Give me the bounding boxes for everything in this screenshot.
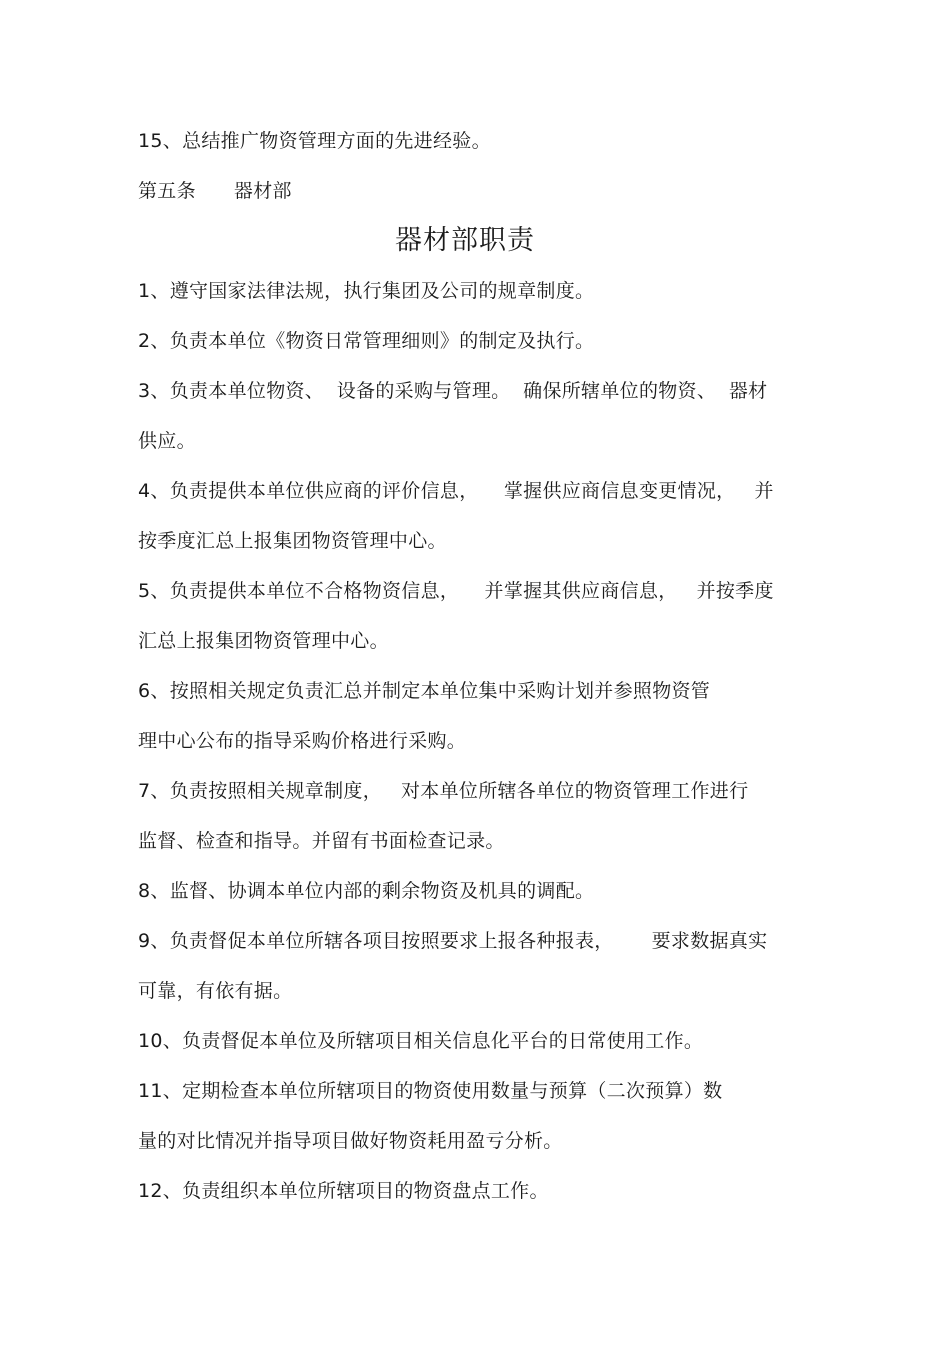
list-item: 8、监督、协调本单位内部的剩余物资及机具的调配。 <box>138 880 595 902</box>
list-item-continuation: 可靠，有依有据。 <box>138 980 293 1002</box>
list-item: 11、定期检查本单位所辖项目的物资使用数量与预算（二次预算）数 <box>138 1080 723 1102</box>
intro-item: 15、总结推广物资管理方面的先进经验。 <box>138 130 491 152</box>
list-item: 6、按照相关规定负责汇总并制定本单位集中采购计划并参照物资管 <box>138 680 711 702</box>
section-title: 器材部职责 <box>395 225 535 256</box>
list-item: 5、负责提供本单位不合格物资信息， 并掌握其供应商信息， 并按季度 <box>138 580 774 602</box>
list-item-continuation: 监督、检查和指导。并留有书面检查记录。 <box>138 830 505 852</box>
list-item: 12、负责组织本单位所辖项目的物资盘点工作。 <box>138 1180 549 1202</box>
list-item: 9、负责督促本单位所辖各项目按照要求上报各种报表， 要求数据真实 <box>138 930 768 952</box>
list-item: 1、遵守国家法律法规，执行集团及公司的规章制度。 <box>138 280 595 302</box>
list-item: 7、负责按照相关规章制度， 对本单位所辖各单位的物资管理工作进行 <box>138 780 749 802</box>
list-item: 10、负责督促本单位及所辖项目相关信息化平台的日常使用工作。 <box>138 1030 704 1052</box>
list-item-continuation: 按季度汇总上报集团物资管理中心。 <box>138 530 447 552</box>
list-item: 4、负责提供本单位供应商的评价信息， 掌握供应商信息变更情况， 并 <box>138 480 774 502</box>
list-item-continuation: 理中心公布的指导采购价格进行采购。 <box>138 730 467 752</box>
list-item-continuation: 供应。 <box>138 430 196 452</box>
list-item-continuation: 量的对比情况并指导项目做好物资耗用盈亏分析。 <box>138 1130 563 1152</box>
list-item: 3、负责本单位物资、 设备的采购与管理。 确保所辖单位的物资、 器材 <box>138 380 768 402</box>
list-item: 2、负责本单位《物资日常管理细则》的制定及执行。 <box>138 330 595 352</box>
article-heading: 第五条 器材部 <box>138 180 292 202</box>
list-item-continuation: 汇总上报集团物资管理中心。 <box>138 630 389 652</box>
